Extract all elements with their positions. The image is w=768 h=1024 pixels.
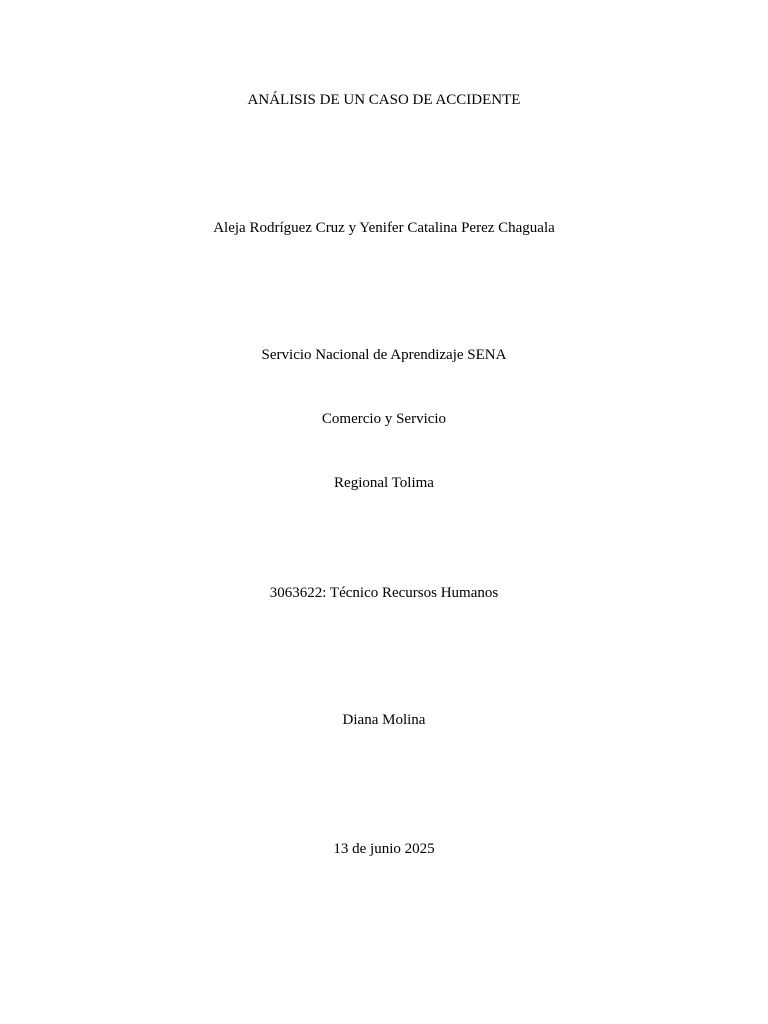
program-line: 3063622: Técnico Recursos Humanos — [269, 585, 499, 601]
instructor-line: Diana Molina — [342, 712, 426, 728]
institution-line: Servicio Nacional de Aprendizaje SENA — [261, 347, 507, 363]
date-line: 13 de junio 2025 — [333, 841, 435, 857]
area-line: Comercio y Servicio — [321, 411, 447, 427]
document-title: ANÁLISIS DE UN CASO DE ACCIDENTE — [247, 92, 521, 108]
regional-line: Regional Tolima — [334, 475, 434, 491]
authors-line: Aleja Rodríguez Cruz y Yenifer Catalina Perez Chaguala — [213, 220, 555, 236]
